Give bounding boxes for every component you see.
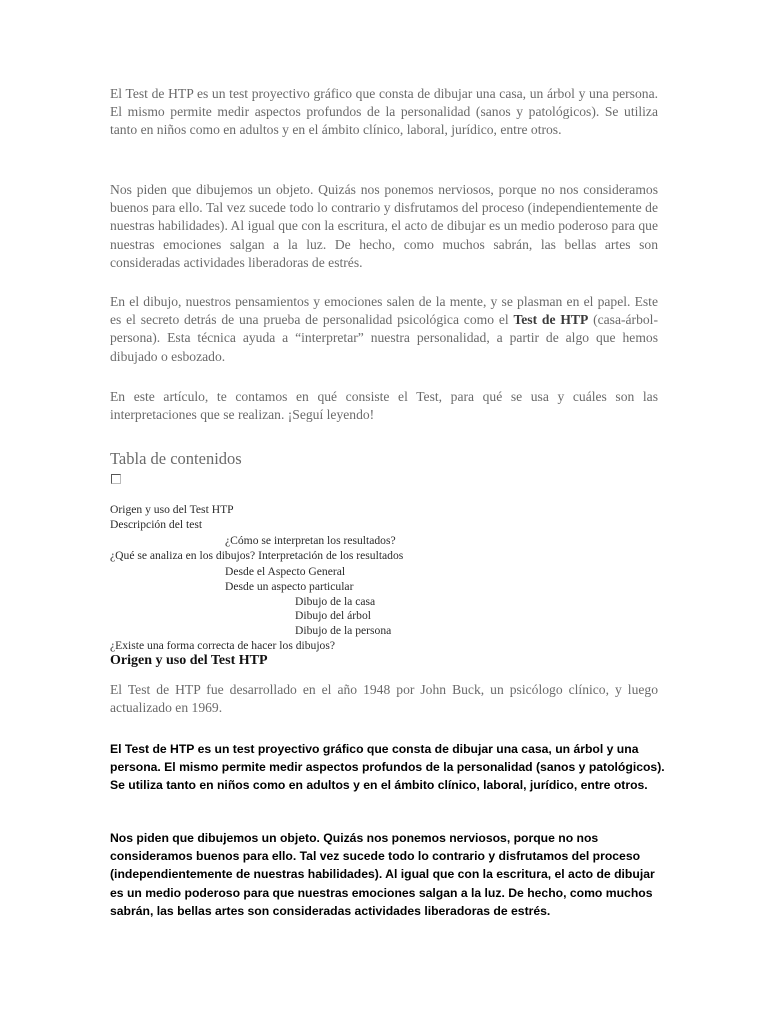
- toc-title: Tabla de contenidos: [110, 449, 242, 468]
- toc-link-forma-correcta[interactable]: ¿Existe una forma correcta de hacer los dibujos?: [110, 639, 336, 652]
- toc-link-origen[interactable]: Origen y uso del Test HTP: [110, 503, 234, 516]
- repeated-drawing-paragraph: Nos piden que dibujemos un objeto. Quizás nos ponemos nerviosos, porque no nos consideramos buenos para ello. Tal vez sucede todo lo contrario y disfrutamos del proceso (independientemente de nuestras habilidades). Al igual que con la escritura, el acto de dibujar es un medio poderoso para que nuestras emociones salgan a la luz. De hecho, como muchos sabrán, las bellas artes son consideradas actividades liberadoras de estrés.: [110, 831, 655, 918]
- section-heading: Origen y uso del Test HTP: [110, 653, 268, 668]
- intro-paragraph: El Test de HTP es un test proyectivo gráfico que consta de dibujar una casa, un árbol y una persona. El mismo permite medir aspectos profundos de la personalidad (sanos y patológicos). Se utiliza tanto en niños como en adultos y en el ámbito clínico, laboral, jurídico, entre otros.: [110, 86, 658, 138]
- toc-link-casa[interactable]: Dibujo de la casa: [295, 595, 376, 608]
- test-name-bold: Test de HTP: [513, 312, 589, 328]
- toc-link-descripcion[interactable]: Descripción del test: [110, 518, 203, 531]
- toc-link-arbol[interactable]: Dibujo del árbol: [295, 609, 371, 622]
- toc-link-aspecto-general[interactable]: Desde el Aspecto General: [225, 565, 346, 578]
- repeated-intro-paragraph: El Test de HTP es un test proyectivo gráfico que consta de dibujar una casa, un árbol y una persona. El mismo permite medir aspectos profundos de la personalidad (sanos y patológicos). Se utiliza tanto en niños como en adultos y en el ámbito clínico, laboral, jurídico, entre otros.: [110, 742, 665, 793]
- paragraph-text-before: En el dibujo, nuestros pensamientos y emociones salen de la mente, y se plasman en el papel. Este es el secreto detrás de una prueba de personalidad psicológica como el: [110, 294, 658, 328]
- toc-link-analisis[interactable]: ¿Qué se analiza en los dibujos? Interpretación de los resultados: [110, 549, 404, 562]
- drawing-emotions-paragraph: Nos piden que dibujemos un objeto. Quizás nos ponemos nerviosos, porque no nos consideramos buenos para ello. Tal vez sucede todo lo contrario y disfrutamos del proceso (independientemente de nuestras habilidades). Al igual que con la escritura, el acto de dibujar es un medio poderoso para que nuestras emociones salgan a la luz. De hecho, como muchos sabrán, las bellas artes son consideradas actividades liberadoras de estrés.: [110, 182, 658, 270]
- toc-link-interpretacion[interactable]: ¿Cómo se interpretan los resultados?: [225, 534, 396, 547]
- toc-link-aspecto-particular[interactable]: Desde un aspecto particular: [225, 580, 354, 593]
- origin-paragraph: El Test de HTP fue desarrollado en el año 1948 por John Buck, un psicólogo clínico, y luego actualizado en 1969.: [110, 682, 658, 716]
- paragraph-text-after: (casa-árbol-persona). Esta técnica ayuda a “interpretar” nuestra personalidad, a partir de algo que hemos dibujado o esbozado.: [110, 312, 658, 364]
- toc-link-persona[interactable]: Dibujo de la persona: [295, 624, 392, 637]
- article-overview-paragraph: En este artículo, te contamos en qué consiste el Test, para qué se usa y cuáles son las interpretaciones que se realizan. ¡Seguí leyendo!: [110, 389, 658, 423]
